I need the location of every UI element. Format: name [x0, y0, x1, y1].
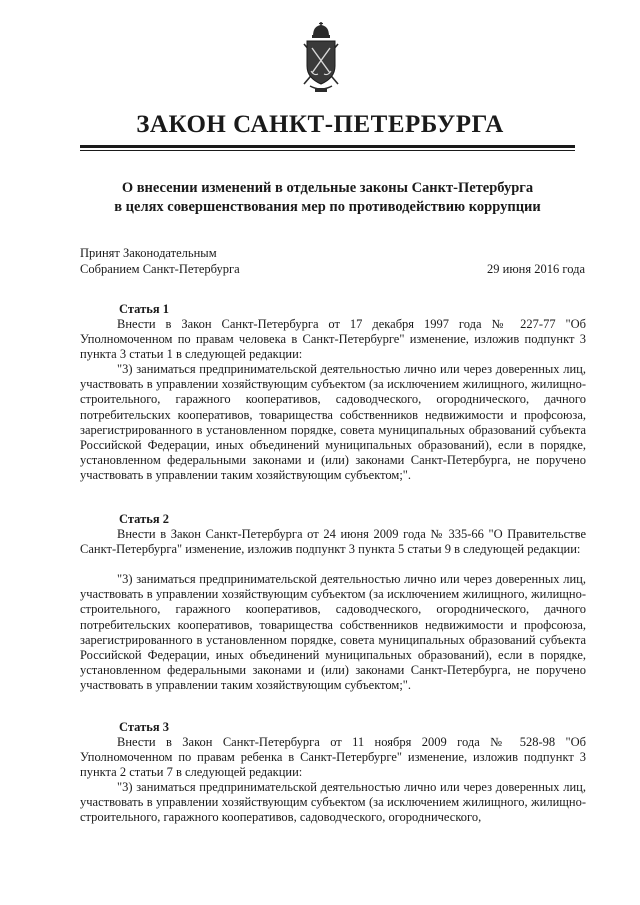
article-intro: Внести в Закон Санкт-Петербурга от 24 июня 2009 года № 335-66 "О Правительстве Санкт-Петербурга" изменение, изложив подпункт 3 пункта 5 статьи 9 в следующей редакции: — [80, 527, 586, 557]
law-title: ЗАКОН САНКТ-ПЕТЕРБУРГА — [136, 111, 504, 138]
subtitle-line: О внесении изменений в отдельные законы Санкт-Петербурга — [121, 180, 534, 196]
article-heading: Статья 1 — [119, 302, 169, 316]
subtitle-line: в целях совершенствования мер по противодействию коррупции — [114, 199, 541, 215]
saint-petersburg-coat-of-arms-icon — [296, 22, 346, 96]
adopted-by — [80, 245, 240, 277]
article-intro: Внести в Закон Санкт-Петербурга от 11 ноября 2009 года № 528-98 "Об Уполномоченном по правам ребенка в Санкт-Петербурге" изменение, изложив подпункт 3 пункта 2 статьи 7 в следующей редакции: — [80, 735, 586, 780]
title-rule-thin — [80, 150, 575, 151]
article-quote: "3) заниматься предпринимательской деятельностью лично или через доверенных лиц, участвовать в управлении хозяйствующим субъектом (за исключением жилищного, жилищно-строительного, гаражного кооперативов, садоводческого, огороднического, дачного потребительских кооперативов, товарищества собственников недвижимости и профсоюза, зарегистрированного в установленном порядке, совета муниципальных образований субъекта Российской Федерации, иных объединений муниципальных образований), если в порядке, установленном федеральными законами и (или) законами Санкт-Петербурга, не поручено участвовать в управлении таким хозяйствующим субъектом;". — [80, 362, 586, 483]
title-rule-thick — [80, 145, 575, 148]
adopted-date: 29 июня 2016 года — [487, 262, 585, 276]
article-quote: "3) заниматься предпринимательской деятельностью лично или через доверенных лиц, участвовать в управлении хозяйствующим субъектом (за исключением жилищного, жилищно-строительного, гаражного кооперативов, садоводческого, огороднического, дачного потребительских кооперативов, товарищества собственников недвижимости и профсоюза, зарегистрированного в установленном порядке, совета муниципальных образований субъекта Российской Федерации, иных объединений муниципальных образований), если в порядке, установленном федеральными законами и (или) законами Санкт-Петербурга, не поручено участвовать в управлении таким хозяйствующим субъектом;". — [80, 572, 586, 693]
article-intro: Внести в Закон Санкт-Петербурга от 17 декабря 1997 года № 227-77 "Об Уполномоченном по правам человека в Санкт-Петербурге" изменение, изложив подпункт 3 пункта 3 статьи 1 в следующей редакции: — [80, 317, 586, 362]
law-subtitle — [60, 179, 595, 217]
article-heading: Статья 3 — [119, 720, 169, 734]
adopted-line: Собранием Санкт-Петербурга — [80, 262, 240, 276]
article-heading: Статья 2 — [119, 512, 169, 526]
adopted-line: Принят Законодательным — [80, 246, 217, 260]
article-quote: "3) заниматься предпринимательской деятельностью лично или через доверенных лиц, участвовать в управлении хозяйствующим субъектом (за исключением жилищного, жилищно-строительного, гаражного кооперативов, садоводческого, огороднического, — [80, 780, 586, 825]
